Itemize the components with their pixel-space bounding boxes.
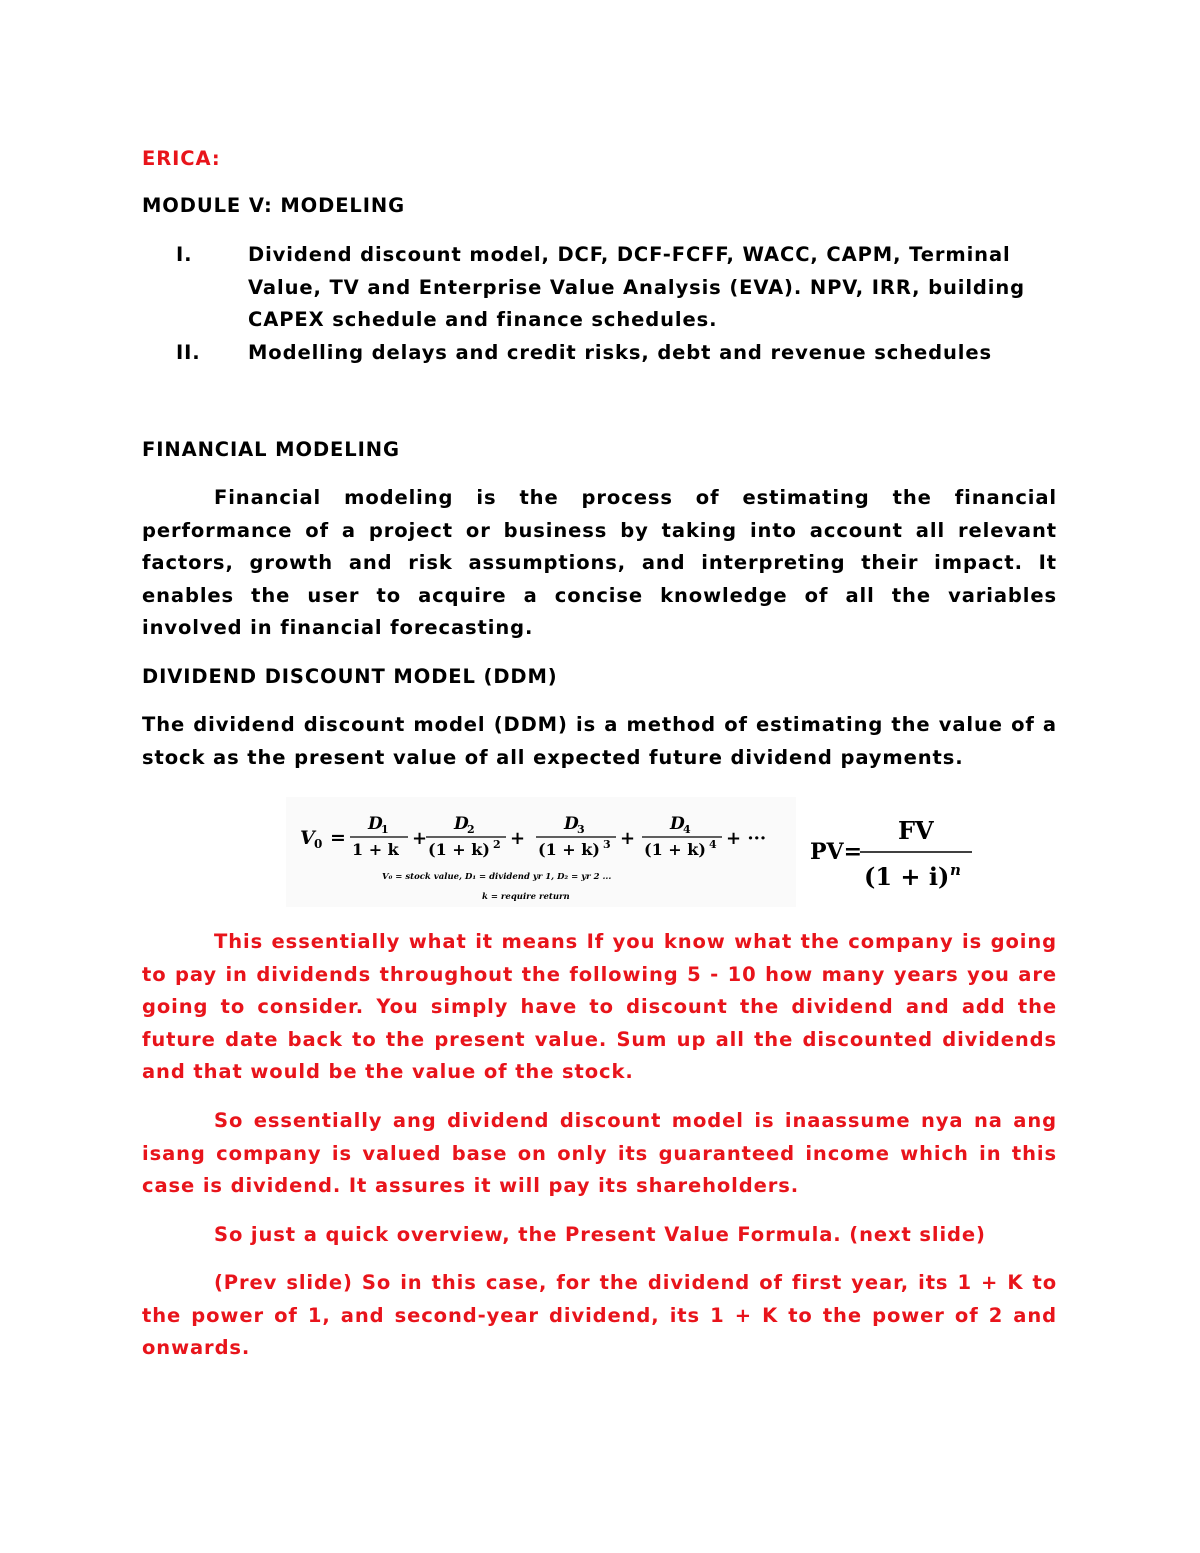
formula-legend-1: V₀ = stock value, D₁ = dividend yr 1, D₂ = yr 2 ... [382,872,612,882]
term-4-num: D [670,814,685,834]
outline-item-2-line-1: Modelling delays and credit risks, debt and revenue schedules [248,341,992,364]
svg-text:+: + [412,828,428,849]
formula-legend-2: k = require return [482,892,570,902]
ddm-formula-svg [286,797,988,907]
formula-ellipsis: + ··· [726,828,767,849]
note-paragraph-2: So essentially ang dividend discount model is inaassume nya na ang isang company is valued base on only its guaranteed income which in this case is dividend. It assures it will pay its shareholders. [142,1109,1057,1198]
formula-lhs: V [300,827,315,849]
outline-item-1-line-2: Value, TV and Enterprise Value Analysis (EVA). NPV, IRR, building [248,275,1025,299]
outline-item-1 [248,239,1048,337]
term-4-exp: 4 [709,838,717,851]
svg-text:+: + [620,828,636,849]
term-1-num: D [368,814,383,834]
note-paragraph-3: So just a quick overview, the Present Value Formula. (next slide) [214,1223,986,1246]
term-3-num-sub: 3 [577,823,585,836]
author-heading: ERICA: [142,147,221,170]
financial-modeling-heading: FINANCIAL MODELING [142,438,400,461]
outline-item-1-line-1: Dividend discount model, DCF, DCF-FCFF, WACC, CAPM, Terminal [248,243,1011,266]
outline-item-2 [248,337,1048,370]
financial-modeling-paragraph: Financial modeling is the process of estimating the financial performance of a project or business by taking into account all relevant factors, growth and risk assumptions, and interpreting their impact. It enables the user to acquire a concise knowledge of all the variables involved in financial forecasting. [142,486,1057,640]
outline-numeral-1: I. [176,243,193,266]
term-2-den: (1 + k) [428,840,490,859]
formula-lhs-sub: 0 [314,837,323,851]
svg-text:+: + [510,828,526,849]
ddm-paragraph: The dividend discount model (DDM) is a method of estimating the value of a stock as the present value of all expected future dividend payments. [142,713,1057,769]
ddm-heading: DIVIDEND DISCOUNT MODEL (DDM) [142,665,558,688]
term-2-exp: 2 [493,838,501,851]
note-paragraph-1: This essentially what it means If you know what the company is going to pay in dividends throughout the following 5 - 10 how many years you are going to consider. You simply have to discount the dividend and add the future date back to the present value. Sum up all the discounted dividends and that would be the value of the stock. [142,930,1057,1084]
pv-denominator: (1 + i) [864,862,950,891]
term-3-den: (1 + k) [538,840,600,859]
term-1-num-sub: 1 [381,823,389,836]
term-2-num-sub: 2 [467,823,475,836]
term-3-exp: 3 [603,838,611,851]
outline-item-1-line-3: CAPEX schedule and finance schedules. [248,308,718,332]
pv-exponent: n [950,861,961,879]
module-heading: MODULE V: MODELING [142,194,406,217]
note-paragraph-4: (Prev slide) So in this case, for the dividend of first year, its 1 + K to the power of 1, and second-year dividend, its 1 + K to the power of 2 and onwards. [142,1271,1057,1360]
svg-text:=: = [330,827,346,849]
term-4-den: (1 + k) [644,840,706,859]
pv-label: PV= [810,839,863,865]
term-1-den: 1 + k [352,840,399,859]
term-3-num: D [564,814,579,834]
term-2-num: D [454,814,469,834]
pv-numerator: FV [898,816,934,845]
formula-image [286,797,988,907]
term-4-num-sub: 4 [683,823,691,836]
outline-numeral-2: II. [176,341,201,364]
